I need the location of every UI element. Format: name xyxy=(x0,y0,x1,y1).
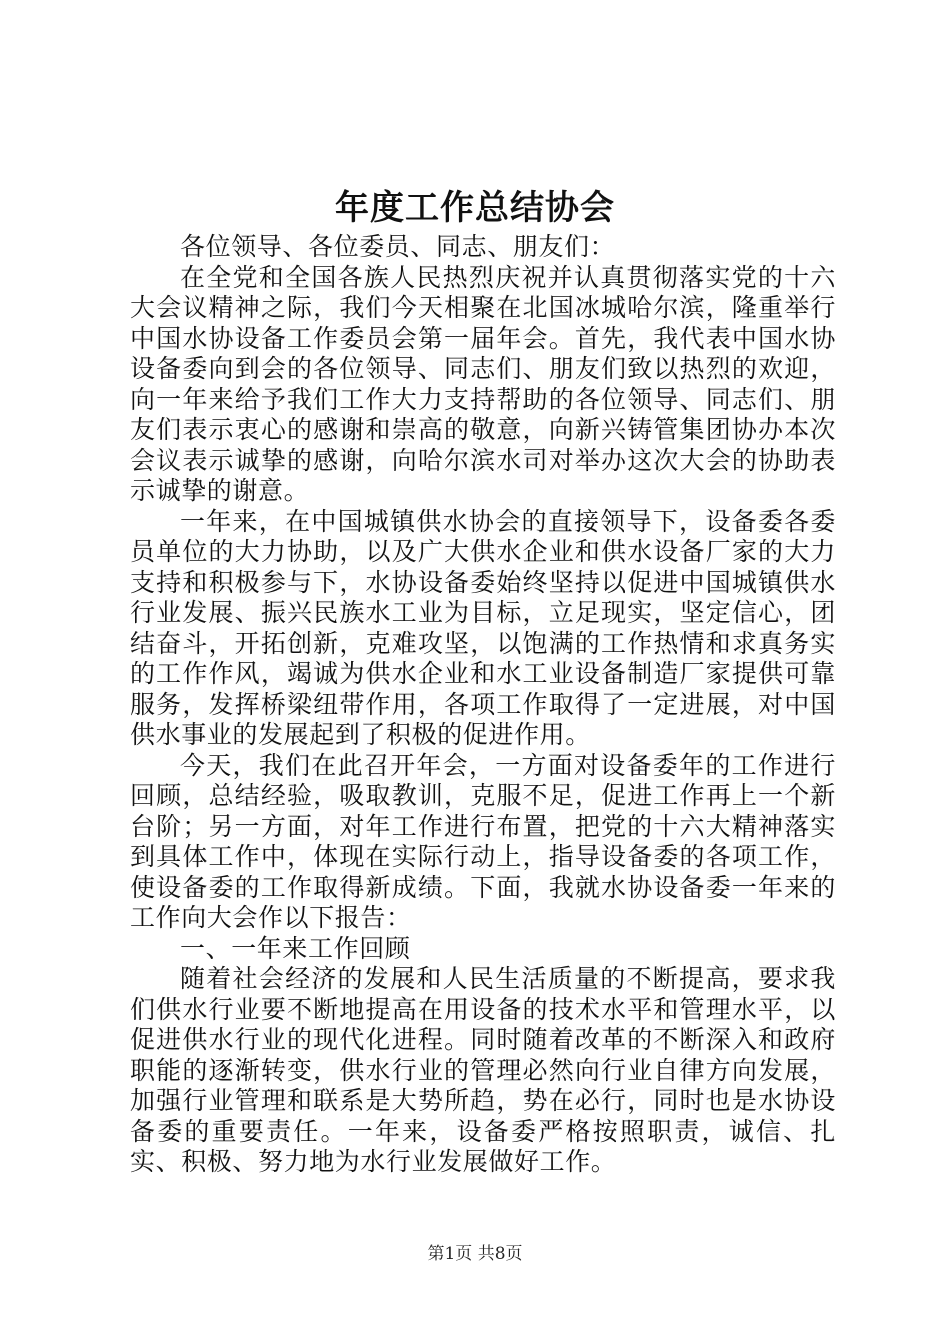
page-number-footer: 第1页 共8页 xyxy=(427,1244,523,1264)
document-title: 年度工作总结协会 xyxy=(335,188,615,228)
body-paragraph: 随着社会经济的发展和人民生活质量的不断提高，要求我们供水行业要不断地提高在用设备的技术水平和管理水平，以促进供水行业的现代化进程。同时随着改革的不断深入和政府职能的逐渐转变，供水行业的管理必然向行业自律方向发展，加强行业管理和联系是大势所趋，势在必行，同时也是水协设备委的重要责任。一年来，设备委严格按照职责，诚信、扎实、积极、努力地为水行业发展做好工作。 xyxy=(130,964,836,1176)
body-paragraph: 一年来，在中国城镇供水协会的直接领导下，设备委各委员单位的大力协助，以及广大供水企业和供水设备厂家的大力支持和积极参与下，水协设备委始终坚持以促进中国城镇供水行业发展、振兴民族水工业为目标，立足现实，坚定信心，团结奋斗，开拓创新，克难攻坚，以饱满的工作热情和求真务实的工作作风，竭诚为供水企业和水工业设备制造厂家提供可靠服务，发挥桥梁纽带作用，各项工作取得了一定进展，对中国供水事业的发展起到了积极的促进作用。 xyxy=(130,506,836,749)
salutation-paragraph: 各位领导、各位委员、同志、朋友们： xyxy=(180,232,616,261)
body-paragraph: 今天，我们在此召开年会，一方面对设备委年的工作进行回顾，总结经验，吸取教训，克服不足，促进工作再上一个新台阶；另一方面，对年工作进行布置，把党的十六大精神落实到具体工作中，体现在实际行动上，指导设备委的各项工作，使设备委的工作取得新成绩。下面，我就水协设备委一年来的工作向大会作以下报告： xyxy=(130,750,836,932)
section-heading: 一、一年来工作回顾 xyxy=(180,933,411,963)
document-body xyxy=(130,232,836,1178)
body-paragraph: 在全党和全国各族人民热烈庆祝并认真贯彻落实党的十六大会议精神之际，我们今天相聚在北国冰城哈尔滨，隆重举行中国水协设备工作委员会第一届年会。首先，我代表中国水协设备委向到会的各位领导、同志们、朋友们致以热烈的欢迎，向一年来给予我们工作大力支持帮助的各位领导、同志们、朋友们表示衷心的感谢和崇高的敬意，向新兴铸管集团协办本次会议表示诚挚的感谢，向哈尔滨水司对举办这次大会的协助表示诚挚的谢意。 xyxy=(130,262,836,505)
